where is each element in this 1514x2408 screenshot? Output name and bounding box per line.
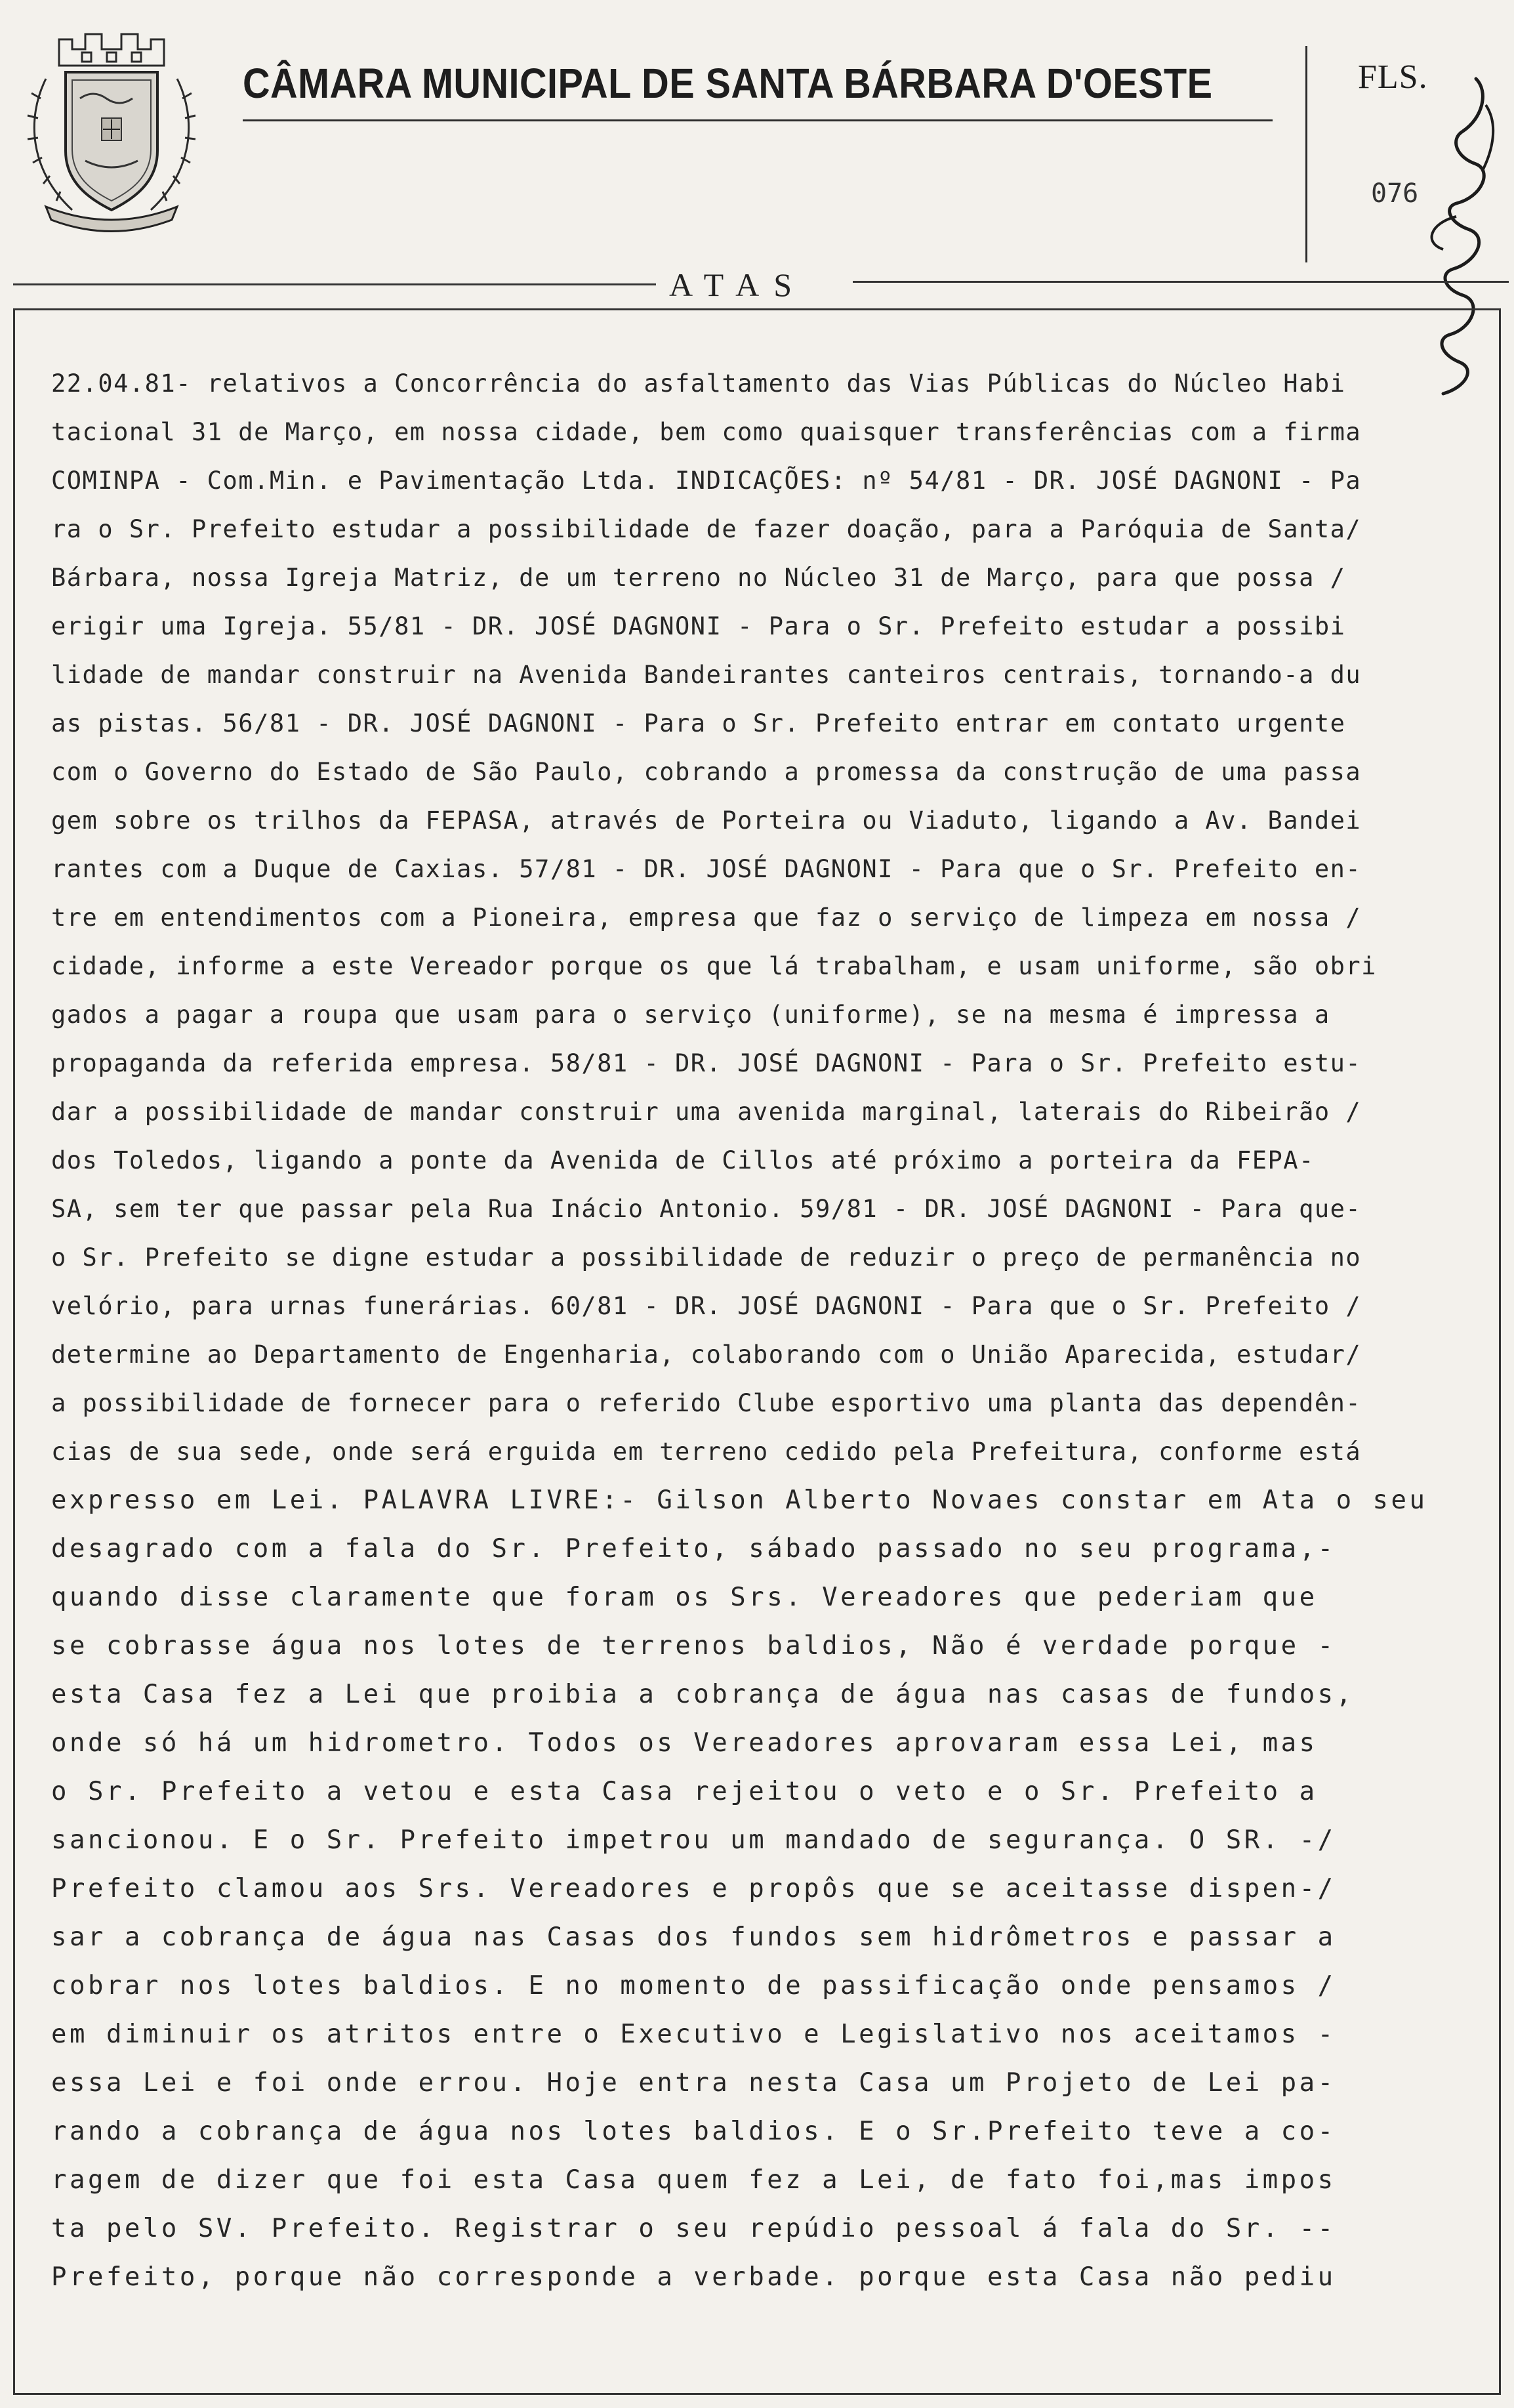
text-line: gem sobre os trilhos da FEPASA, através de Porteira ou Viaduto, ligando a Av. Bandei [51,806,1362,835]
title-rule-left [13,283,656,285]
text-line: essa Lei e foi onde errou. Hoje entra nesta Casa um Projeto de Lei pa- [51,2068,1336,2098]
text-line: cias de sua sede, onde será erguida em terreno cedido pela Prefeitura, conforme está [51,1438,1362,1466]
text-line: tacional 31 de Março, em nossa cidade, bem como quaisquer transferências com a firma [51,418,1362,446]
text-line: SA, sem ter que passar pela Rua Inácio Antonio. 59/81 - DR. JOSÉ DAGNONI - Para que- [51,1195,1362,1223]
text-line: sar a cobrança de água nas Casas dos fundos sem hidrômetros e passar a [51,1922,1336,1952]
page-number: 076 [1371,178,1419,209]
text-line: cidade, informe a este Vereador porque os que lá trabalham, e usam uniforme, são obri [51,952,1377,980]
text-line: a possibilidade de fornecer para o referido Clube esportivo uma planta das dependên- [51,1389,1362,1417]
text-line: em diminuir os atritos entre o Executivo e Legislativo nos aceitamos - [51,2020,1336,2049]
text-line: lidade de mandar construir na Avenida Bandeirantes canteiros centrais, tornando-a du [51,661,1362,689]
title-rule-right [853,281,1509,283]
text-line: se cobrasse água nos lotes de terrenos baldios, Não é verdade porque - [51,1631,1336,1661]
text-line: ta pelo SV. Prefeito. Registrar o seu repúdio pessoal á fala do Sr. -- [51,2214,1336,2243]
text-line: Bárbara, nossa Igreja Matriz, de um terreno no Núcleo 31 de Março, para que possa / [51,564,1346,592]
text-line: esta Casa fez a Lei que proibia a cobrança de água nas casas de fundos, [51,1680,1355,1709]
text-line: com o Governo do Estado de São Paulo, cobrando a promessa da construção de uma passa [51,758,1362,786]
text-line: cobrar nos lotes baldios. E no momento de passificação onde pensamos / [51,1971,1336,2001]
text-line: 22.04.81- relativos a Concorrência do asfaltamento das Vias Públicas do Núcleo Habi [51,369,1346,398]
text-line: rantes com a Duque de Caxias. 57/81 - DR. JOSÉ DAGNONI - Para que o Sr. Prefeito en- [51,855,1362,883]
text-line: sancionou. E o Sr. Prefeito impetrou um mandado de segurança. O SR. -/ [51,1825,1336,1855]
minutes-text [51,360,1455,2302]
text-line: determine ao Departamento de Engenharia, colaborando com o União Aparecida, estudar/ [51,1340,1362,1369]
text-line: tre em entendimentos com a Pioneira, empresa que faz o serviço de limpeza em nossa / [51,903,1362,932]
text-line: desagrado com a fala do Sr. Prefeito, sábado passado no seu programa,- [51,1534,1336,1564]
text-line: Prefeito clamou aos Srs. Vereadores e propôs que se aceitasse dispen-/ [51,1874,1336,1903]
text-line: dar a possibilidade de mandar construir uma avenida marginal, laterais do Ribeirão / [51,1098,1362,1126]
header-divider [1305,46,1307,262]
text-line: dos Toledos, ligando a ponte da Avenida de Cillos até próximo a porteira da FEPA- [51,1146,1315,1174]
text-line: expresso em Lei. PALAVRA LIVRE:- Gilson Alberto Novaes constar em Ata o seu [51,1485,1428,1515]
section-title: ATAS [669,266,807,303]
text-line: Prefeito, porque não corresponde a verbade. porque esta Casa não pediu [51,2262,1336,2292]
chamber-name: CÂMARA MUNICIPAL DE SANTA BÁRBARA D'OESTE [243,60,1213,107]
fls-label: FLS. [1358,58,1428,96]
text-line: gados a pagar a roupa que usam para o serviço (uniforme), se na mesma é impressa a [51,1001,1330,1029]
text-line: ra o Sr. Prefeito estudar a possibilidade de fazer doação, para a Paróquia de Santa/ [51,515,1362,543]
text-line: propaganda da referida empresa. 58/81 - DR. JOSÉ DAGNONI - Para o Sr. Prefeito estu- [51,1049,1362,1077]
municipal-coat-of-arms-icon [20,20,203,236]
text-line: COMINPA - Com.Min. e Pavimentação Ltda. INDICAÇÕES: nº 54/81 - DR. JOSÉ DAGNONI - Pa [51,467,1362,495]
text-line: erigir uma Igreja. 55/81 - DR. JOSÉ DAGNONI - Para o Sr. Prefeito estudar a possibi [51,612,1346,640]
text-line: velório, para urnas funerárias. 60/81 - DR. JOSÉ DAGNONI - Para que o Sr. Prefeito / [51,1292,1362,1320]
text-line: onde só há um hidrometro. Todos os Vereadores aprovaram essa Lei, mas [51,1728,1318,1758]
text-line: rando a cobrança de água nos lotes baldios. E o Sr.Prefeito teve a co- [51,2117,1336,2146]
text-line: quando disse claramente que foram os Srs. Vereadores que pederiam que [51,1583,1318,1612]
text-line: o Sr. Prefeito a vetou e esta Casa rejeitou o veto e o Sr. Prefeito a [51,1777,1318,1806]
header-underline [243,119,1273,121]
text-line: o Sr. Prefeito se digne estudar a possibilidade de reduzir o preço de permanência no [51,1243,1362,1272]
text-line: ragem de dizer que foi esta Casa quem fez a Lei, de fato foi,mas impos [51,2165,1336,2195]
text-line: as pistas. 56/81 - DR. JOSÉ DAGNONI - Para o Sr. Prefeito entrar em contato urgente [51,709,1346,737]
